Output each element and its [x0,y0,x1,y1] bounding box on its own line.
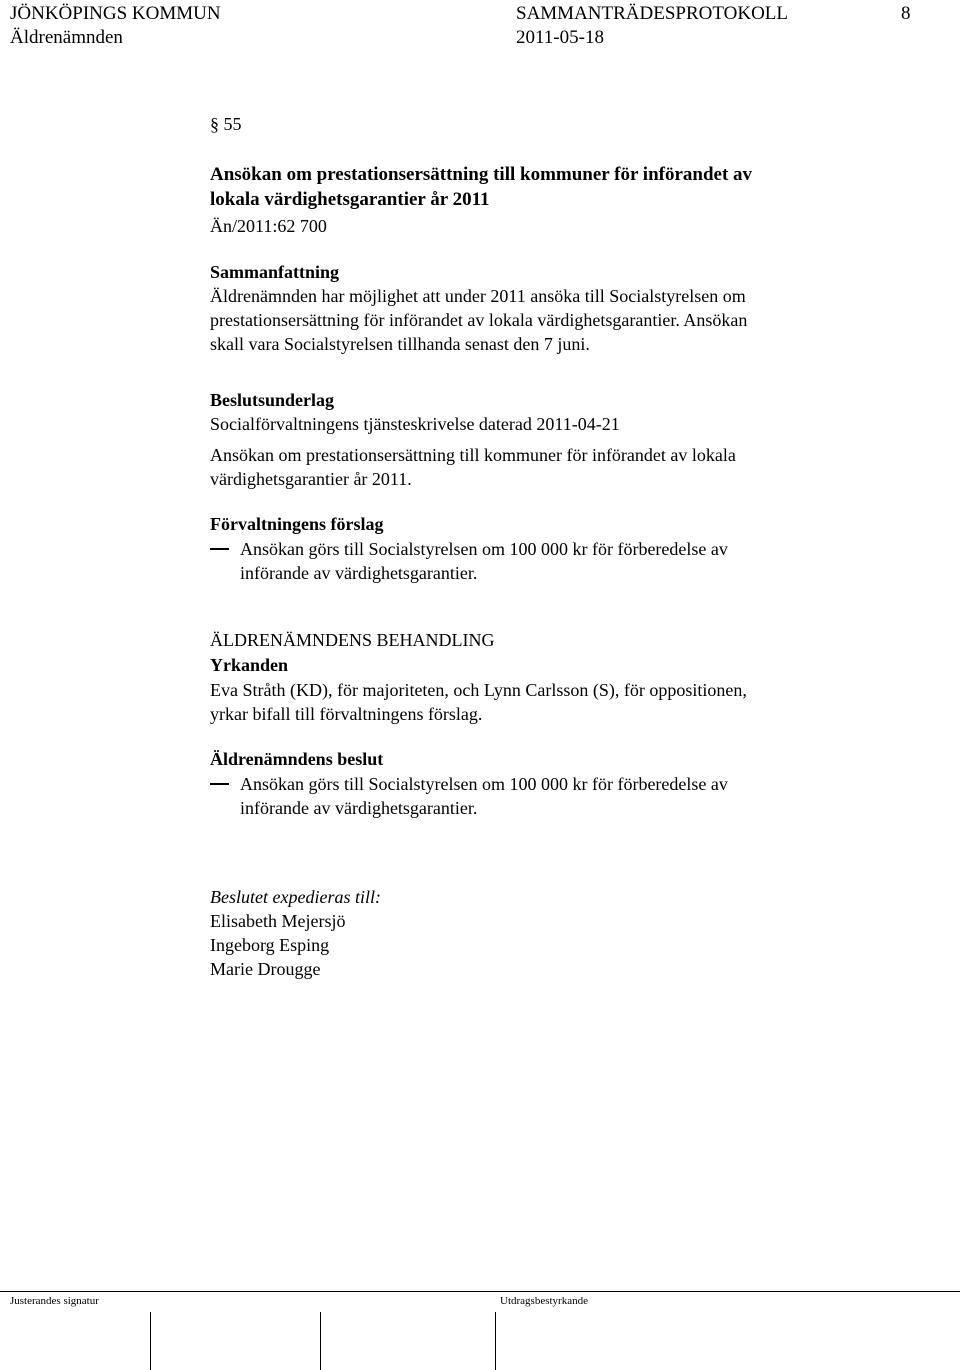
signature-divider [495,1312,496,1370]
summary-line: prestationsersättning för införandet av lokala värdighetsgarantier. Ansökan [210,310,748,330]
basis-heading: Beslutsunderlag [210,390,335,410]
decision-heading: Äldrenämndens beslut [210,749,384,769]
proposal-heading: Förvaltningens förslag [210,514,384,534]
case-number: Än/2011:62 700 [210,216,327,236]
basis-line-2b: värdighetsgarantier år 2011. [210,469,412,489]
bullet-dash [210,783,229,785]
distribution-recipient: Marie Drougge [210,959,321,979]
decision-line-1: Ansökan görs till Socialstyrelsen om 100 000 kr för förberedelse av [240,774,728,794]
motions-heading: Yrkanden [210,655,289,675]
treatment-heading: ÄLDRENÄMNDENS BEHANDLING [210,630,495,650]
summary-heading: Sammanfattning [210,262,340,282]
title-line-2: lokala värdighetsgarantier år 2011 [210,189,490,210]
signature-divider [150,1312,151,1370]
header-org: JÖNKÖPINGS KOMMUN [10,3,221,24]
signature-divider [320,1312,321,1370]
distribution-recipient: Ingeborg Esping [210,935,330,955]
title-line-1: Ansökan om prestationsersättning till kommuner för införandet av [210,164,753,185]
header-committee: Äldrenämnden [10,27,123,48]
footer-right-label: Utdragsbestyrkande [500,1295,588,1307]
distribution-recipient: Elisabeth Mejersjö [210,911,346,931]
paragraph-marker [210,112,242,136]
paragraph-symbol: § [210,114,219,134]
motions-line-2: yrkar bifall till förvaltningens förslag. [210,704,483,724]
header-date: 2011-05-18 [516,27,604,48]
basis-line-1: Socialförvaltningens tjänsteskrivelse daterad 2011-04-21 [210,414,620,434]
summary-line: Äldrenämnden har möjlighet att under 2011 ansöka till Socialstyrelsen om [210,286,746,306]
footer-rule [0,1291,960,1292]
bullet-dash [210,548,229,550]
summary-line: skall vara Socialstyrelsen tillhanda senast den 7 juni. [210,334,590,354]
header-page-number: 8 [901,3,911,24]
motions-line-1: Eva Stråth (KD), för majoriteten, och Lynn Carlsson (S), för oppositionen, [210,680,747,700]
header-doc-type: SAMMANTRÄDESPROTOKOLL [516,3,789,24]
paragraph-number: 55 [223,114,242,134]
footer-left-label: Justerandes signatur [10,1295,99,1307]
basis-line-2a: Ansökan om prestationsersättning till kommuner för införandet av lokala [210,445,736,465]
proposal-line-1: Ansökan görs till Socialstyrelsen om 100 000 kr för förberedelse av [240,539,728,559]
proposal-line-2: införande av värdighetsgarantier. [240,563,478,583]
decision-line-2: införande av värdighetsgarantier. [240,798,478,818]
distribution-heading: Beslutet expedieras till: [210,887,381,907]
